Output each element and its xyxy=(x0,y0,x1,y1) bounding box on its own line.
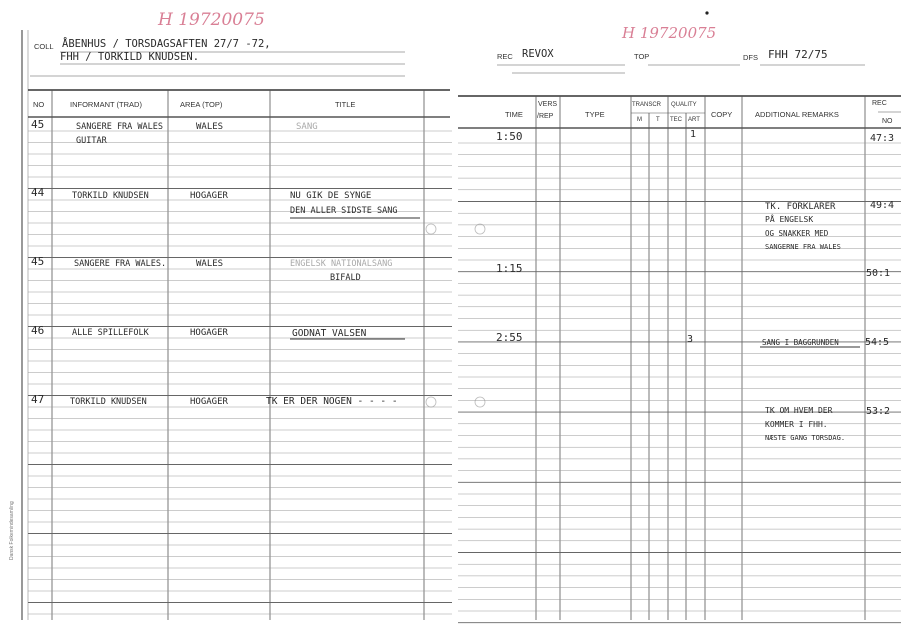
rec-label: REC xyxy=(497,52,513,61)
col-header-rep: /REP xyxy=(537,113,554,120)
row-remark: KOMMER I FHH. xyxy=(765,420,828,429)
row-title: NU GIK DE SYNGE xyxy=(290,191,372,201)
col-header-art: ART xyxy=(688,117,700,123)
col-header-no: NO xyxy=(33,100,45,109)
row-informant: SANGERE FRA WALES. xyxy=(74,259,167,269)
row-remark: SANG I BAGGRUNDEN xyxy=(762,338,839,347)
col-header-transcr: TRANSCR xyxy=(632,102,662,108)
row-no: 46 xyxy=(31,324,45,337)
top-label: TOP xyxy=(634,52,650,61)
archive-number-left: H 19720075 xyxy=(158,10,265,30)
row-title: TK ER DER NOGEN - - - - xyxy=(266,396,398,407)
row-title-extra: BIFALD xyxy=(330,273,361,283)
col-header-vers: VERS xyxy=(538,101,558,108)
row-area: HOGAGER xyxy=(190,328,228,338)
row-rec-no: 50:1 xyxy=(866,268,891,279)
row-art: 1 xyxy=(690,129,697,140)
col-header-rec-no: NO xyxy=(882,118,893,125)
archive-number-right: H 19720075 xyxy=(622,24,717,42)
row-informant: ALLE SPILLEFOLK xyxy=(72,328,149,338)
col-header-title: TITLE xyxy=(335,100,356,109)
row-no: 44 xyxy=(31,186,45,199)
row-rec-no: 54:5 xyxy=(865,337,890,348)
row-informant-extra: GUITAR xyxy=(76,136,107,146)
col-header-time: TIME xyxy=(505,110,523,119)
row-area: WALES xyxy=(196,122,224,132)
row-informant: SANGERE FRA WALES xyxy=(76,122,163,132)
row-title: ENGELSK NATIONALSANG xyxy=(290,259,393,269)
row-title: GODNAT VALSEN xyxy=(292,328,367,339)
row-title-extra: DEN ALLER SIDSTE SANG xyxy=(290,206,398,216)
coll-line-2: FHH / TORKILD KNUDSEN. xyxy=(60,51,200,63)
col-header-tec: TEC xyxy=(670,117,682,123)
col-header-rec: REC xyxy=(872,100,887,107)
row-remark: PÅ ENGELSK xyxy=(765,215,814,224)
row-time: 2:55 xyxy=(496,331,523,344)
row-remark: NÆSTE GANG TORSDAG. xyxy=(765,434,846,442)
row-rec-no: 53:2 xyxy=(866,406,891,417)
row-art: 3 xyxy=(687,334,694,345)
dfs-value: FHH 72/75 xyxy=(768,48,828,61)
row-remark: SANGERNE FRA WALES xyxy=(765,243,841,251)
col-header-quality: QUALITY xyxy=(671,102,697,108)
row-no: 45 xyxy=(31,255,45,268)
col-header-t: T xyxy=(656,117,660,123)
col-header-type: TYPE xyxy=(585,110,605,119)
row-no: 47 xyxy=(31,393,45,406)
row-rec-no: 49:4 xyxy=(870,200,895,211)
row-rec-no: 47:3 xyxy=(870,133,895,144)
col-header-copy: COPY xyxy=(711,110,733,119)
row-title: SANG xyxy=(296,122,318,132)
row-time: 1:50 xyxy=(496,130,523,143)
col-header-informant: INFORMANT (TRAD) xyxy=(70,100,142,109)
col-header-m: M xyxy=(637,117,642,123)
row-remark: TK. FORKLARER xyxy=(765,202,836,212)
coll-line-1: ÅBENHUS / TORSDAGSAFTEN 27/7 -72, xyxy=(62,38,271,50)
row-remark: TK OM HVEM DER xyxy=(765,406,833,415)
col-header-area: AREA (TOP) xyxy=(180,100,223,109)
row-time: 1:15 xyxy=(496,262,523,275)
row-area: WALES xyxy=(196,259,224,269)
row-area: HOGAGER xyxy=(190,191,228,201)
col-header-remarks: ADDITIONAL REMARKS xyxy=(755,110,839,119)
row-informant: TORKILD KNUDSEN xyxy=(72,191,149,201)
row-informant: TORKILD KNUDSEN xyxy=(70,397,147,407)
rec-value: REVOX xyxy=(522,48,554,60)
row-no: 45 xyxy=(31,118,45,131)
row-area: HOGAGER xyxy=(190,397,228,407)
coll-label: COLL xyxy=(34,42,54,51)
spine-text: Dansk Folkemindesamling xyxy=(9,501,15,560)
dfs-label: DFS xyxy=(743,53,758,62)
row-remark: OG SNAKKER MED xyxy=(765,229,829,238)
